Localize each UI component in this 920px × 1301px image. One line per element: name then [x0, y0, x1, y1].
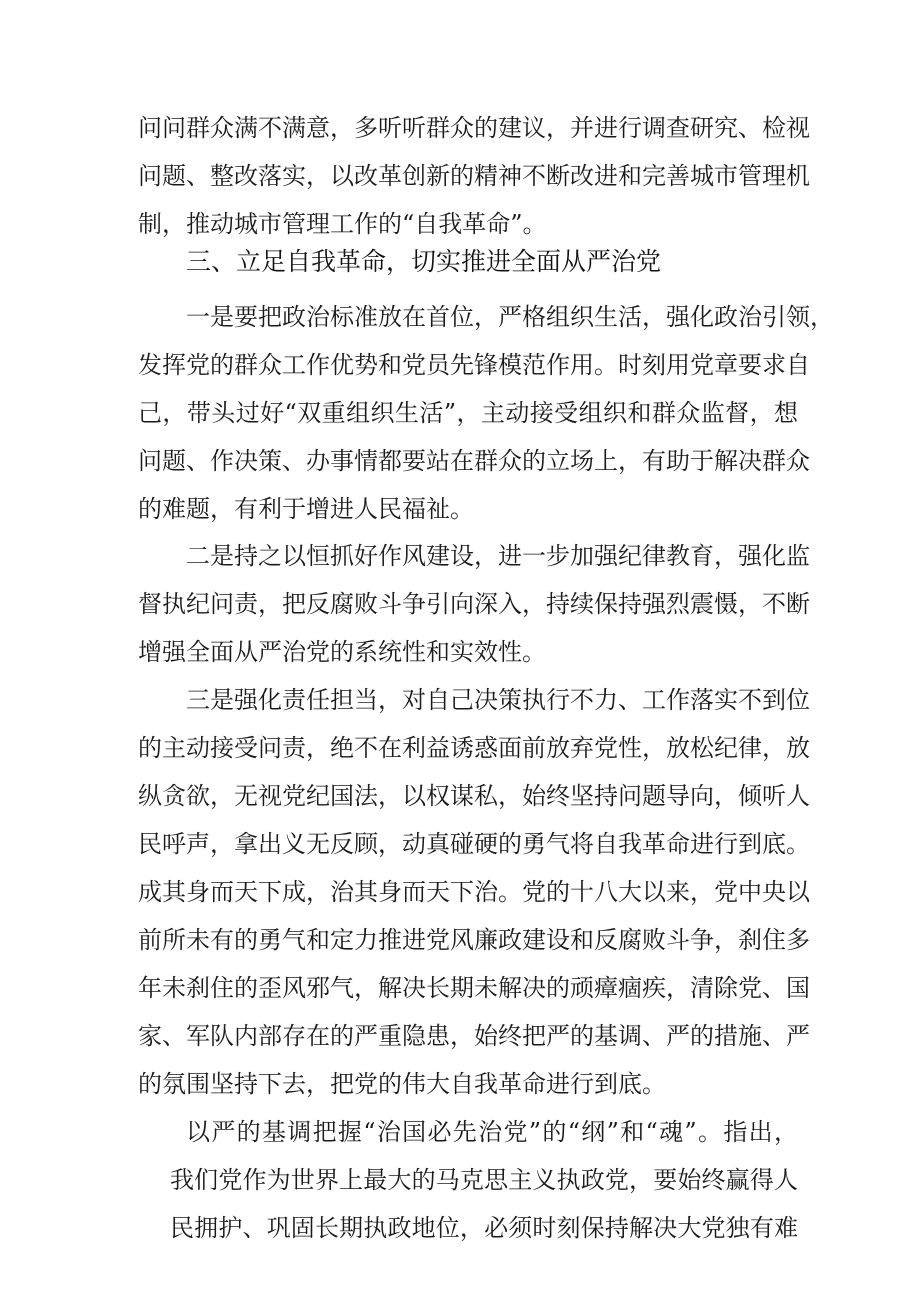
section-heading: 三、立足自我革命，切实推进全面从严治党	[186, 247, 662, 276]
text-line: 民拥护、巩固长期执政地位，必须时刻保持解决大党独有难	[170, 1214, 798, 1242]
text-line: 督执纪问责，把反腐败斗争引向深入，持续保持强烈震慑，不断	[138, 590, 810, 618]
text-line: 发挥党的群众工作优势和党员先锋模范作用。时刻用党章要求自	[138, 351, 810, 379]
text-line: 增强全面从严治党的系统性和实效性。	[138, 638, 546, 666]
text-line: 年未刹住的歪风邪气，解决长期未解决的顽瘴痼疾，清除党、国	[138, 974, 810, 1002]
text-line: 二是持之以恒抓好作风建设，进一步加强纪律教育，强化监	[186, 542, 810, 570]
text-line: 以严的基调把握“治国必先治党”的“纲”和“魂”。指出，	[186, 1118, 798, 1146]
text-line: 己，带头过好“双重组织生活”，主动接受组织和群众监督，想	[138, 399, 798, 427]
text-line: 一是要把政治标准放在首位，严格组织生活，强化政治引领，	[186, 303, 834, 331]
text-line: 问题、整改落实，以改革创新的精神不断改进和完善城市管理机	[138, 162, 810, 190]
text-line: 前所未有的勇气和定力推进党风廉政建设和反腐败斗争，刹住多	[138, 926, 810, 954]
text-line: 的主动接受问责，绝不在利益诱惑面前放弃党性，放松纪律，放	[138, 734, 810, 762]
text-line: 民呼声，拿出义无反顾，动真碰硬的勇气将自我革命进行到底。	[138, 830, 810, 858]
text-line: 我们党作为世界上最大的马克思主义执政党，要始终赢得人	[170, 1166, 798, 1194]
text-line: 问问群众满不满意，多听听群众的建议，并进行调查研究、检视	[138, 114, 810, 142]
text-line: 三是强化责任担当，对自己决策执行不力、工作落实不到位	[186, 686, 810, 714]
text-line: 的难题，有利于增进人民福祉。	[138, 495, 474, 523]
text-line: 的氛围坚持下去，把党的伟大自我革命进行到底。	[138, 1070, 666, 1098]
text-line: 家、军队内部存在的严重隐患，始终把严的基调、严的措施、严	[138, 1022, 810, 1050]
text-line: 成其身而天下成，治其身而天下治。党的十八大以来，党中央以	[138, 878, 810, 906]
text-line: 问题、作决策、办事情都要站在群众的立场上，有助于解决群众	[138, 447, 810, 475]
text-line: 制，推动城市管理工作的“自我革命”。	[138, 210, 547, 238]
text-line: 纵贪欲，无视党纪国法，以权谋私，始终坚持问题导向，倾听人	[138, 782, 810, 810]
